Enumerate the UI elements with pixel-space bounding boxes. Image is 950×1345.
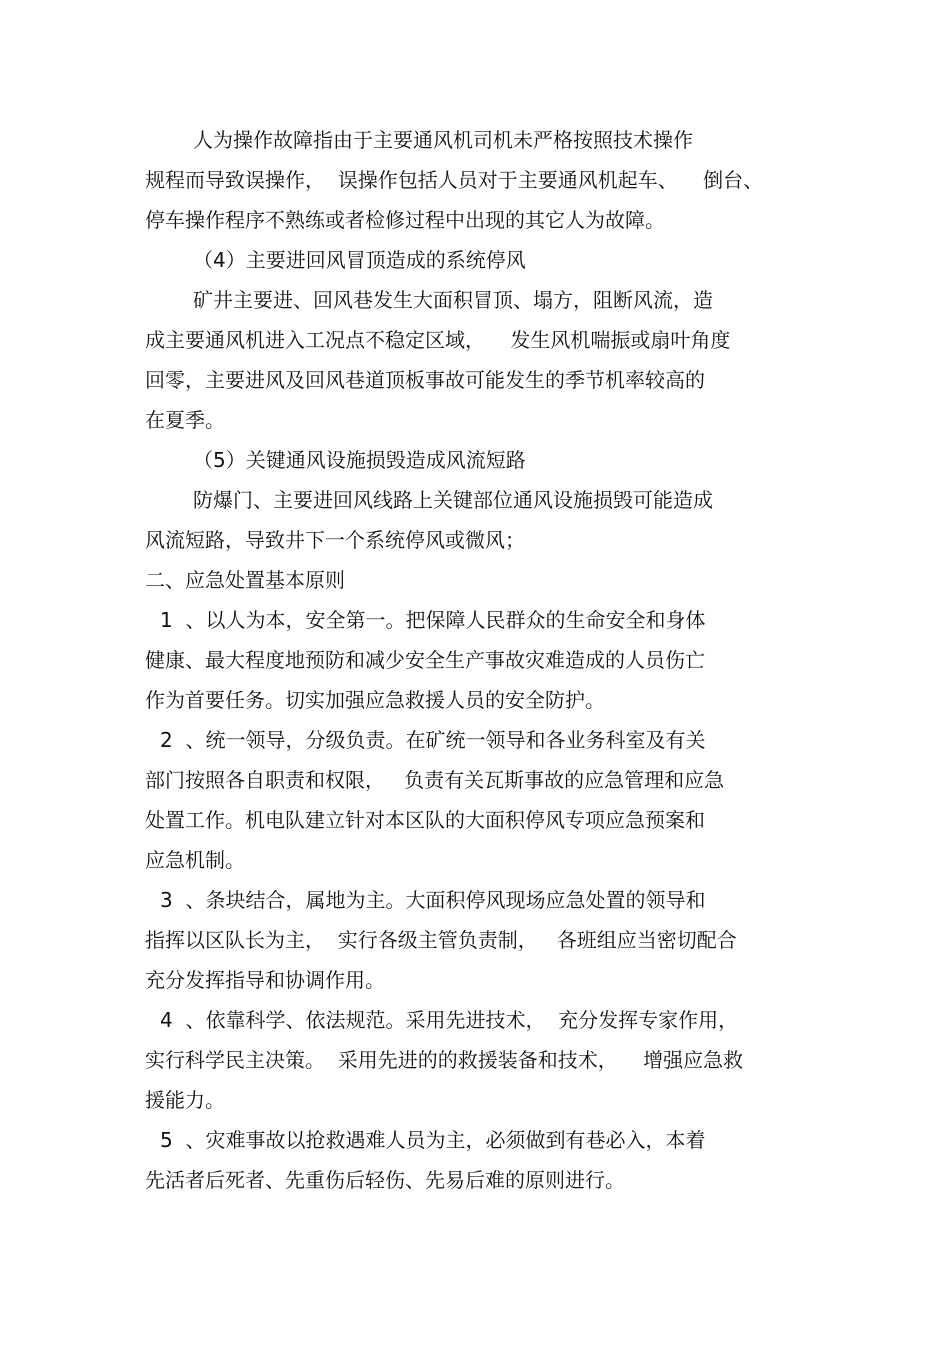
list-item: 1 、以人为本，安全第一。把保障人民群众的生命安全和身体 bbox=[160, 608, 706, 632]
text-line: 充分发挥指导和协调作用。 bbox=[145, 968, 385, 992]
list-item: 2 、统一领导，分级负责。在矿统一领导和各业务科室及有关 bbox=[160, 728, 706, 752]
list-item: 3 、条块结合，属地为主。大面积停风现场应急处置的领导和 bbox=[160, 888, 706, 912]
text-line: 成主要通风机进入工况点不稳定区域， 发生风机喘振或扇叶角度 bbox=[145, 328, 731, 352]
text-line: 作为首要任务。切实加强应急救援人员的安全防护。 bbox=[145, 688, 605, 712]
text-line: 健康、最大程度地预防和减少安全生产事故灾难造成的人员伤亡 bbox=[145, 648, 705, 672]
text-line: 部门按照各自职责和权限， 负责有关瓦斯事故的应急管理和应急 bbox=[145, 768, 725, 792]
section-heading: 二、应急处置基本原则 bbox=[145, 568, 345, 592]
text-line: 援能力。 bbox=[145, 1088, 225, 1112]
list-item: 4 、依靠科学、依法规范。采用先进技术， 充分发挥专家作用， bbox=[160, 1008, 739, 1032]
text-line: 指挥以区队长为主， 实行各级主管负责制， 各班组应当密切配合 bbox=[145, 928, 737, 952]
text-line: 回零，主要进风及回风巷道顶板事故可能发生的季节机率较高的 bbox=[145, 368, 705, 392]
text-line: 矿井主要进、回风巷发生大面积冒顶、塌方，阻断风流，造 bbox=[193, 288, 713, 312]
text-line: 规程而导致误操作， 误操作包括人员对于主要通风机起车、 倒台、 bbox=[145, 168, 764, 192]
text-line: 停车操作程序不熟练或者检修过程中出现的其它人为故障。 bbox=[145, 208, 665, 232]
text-line: 实行科学民主决策。 采用先进的的救援装备和技术， 增强应急救 bbox=[145, 1048, 744, 1072]
text-line: 先活者后死者、先重伤后轻伤、先易后难的原则进行。 bbox=[145, 1168, 625, 1192]
section-heading: （5）关键通风设施损毁造成风流短路 bbox=[193, 448, 526, 472]
section-heading: （4）主要进回风冒顶造成的系统停风 bbox=[193, 248, 526, 272]
text-line: 处置工作。机电队建立针对本区队的大面积停风专项应急预案和 bbox=[145, 808, 705, 832]
text-line: 风流短路，导致井下一个系统停风或微风； bbox=[145, 528, 525, 552]
list-item: 5 、灾难事故以抢救遇难人员为主，必须做到有巷必入，本着 bbox=[160, 1128, 706, 1152]
text-line: 防爆门、主要进回风线路上关键部位通风设施损毁可能造成 bbox=[193, 488, 713, 512]
text-line: 人为操作故障指由于主要通风机司机未严格按照技术操作 bbox=[193, 128, 693, 152]
text-line: 在夏季。 bbox=[145, 408, 225, 432]
text-line: 应急机制。 bbox=[145, 848, 245, 872]
